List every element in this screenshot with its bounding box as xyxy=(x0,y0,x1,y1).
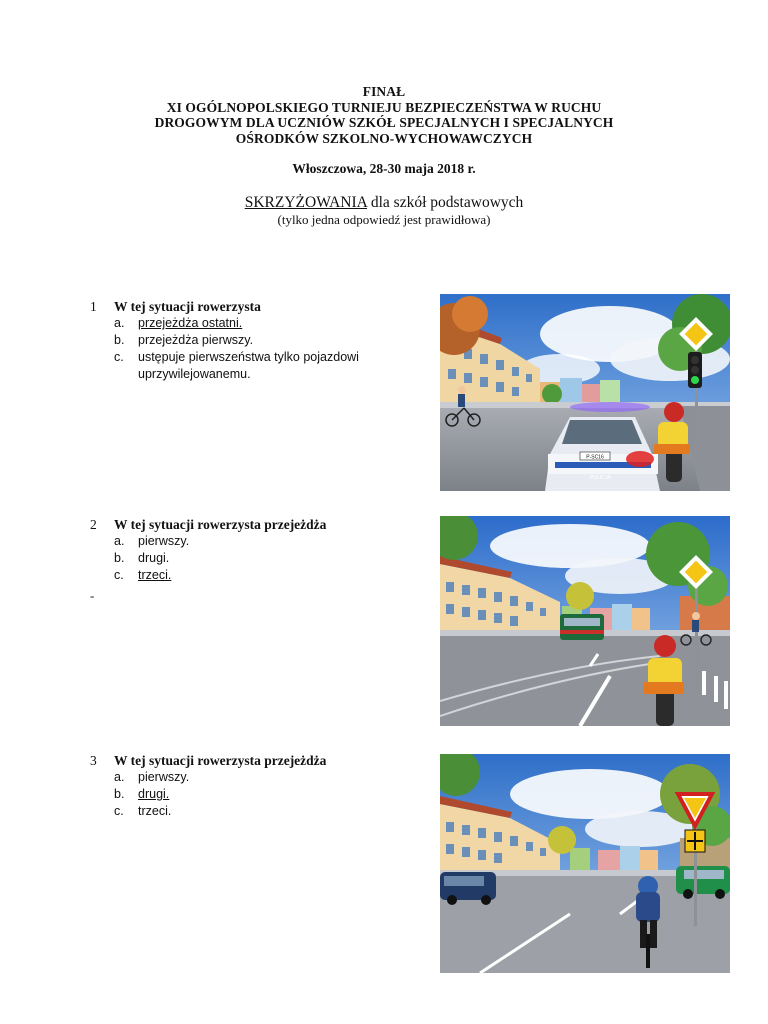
header-line-final: FINAŁ xyxy=(362,84,406,99)
option-letter: b. xyxy=(114,333,125,347)
answer-list xyxy=(90,533,420,584)
option-letter: a. xyxy=(114,316,125,330)
answer-option-a[interactable] xyxy=(114,533,420,550)
header-line-tournament: XI OGÓLNOPOLSKIEGO TURNIEJU BEZPIECZEŃSTWA W RUCHU xyxy=(166,99,602,115)
scene-image-3 xyxy=(440,754,730,973)
tram xyxy=(560,614,604,640)
question-number: 2 xyxy=(90,517,97,532)
option-text: pierwszy. xyxy=(138,534,190,548)
option-text: drugi. xyxy=(138,787,170,801)
intersection-illustration-2 xyxy=(440,516,730,726)
answer-list xyxy=(90,769,420,820)
question-text: W tej sytuacji rowerzysta przejeżdża xyxy=(114,753,327,768)
answer-option-b[interactable] xyxy=(114,332,420,349)
option-letter: c. xyxy=(114,568,124,582)
topic-underlined: SKRZYŻOWANIA xyxy=(244,194,367,211)
scene-image-2 xyxy=(440,516,730,726)
instruction-note: (tylko jedna odpowiedź jest prawidłowa) xyxy=(277,212,491,227)
option-text: pierwszy. xyxy=(138,770,190,784)
intersection-illustration-1 xyxy=(440,294,730,491)
question-text: W tej sytuacji rowerzysta przejeżdża xyxy=(114,517,327,532)
option-text: przejeżdża pierwszy. xyxy=(138,333,254,347)
answer-option-b[interactable] xyxy=(114,550,420,567)
answer-option-a[interactable] xyxy=(114,769,420,786)
topic-title xyxy=(0,194,768,212)
header-line-traffic: DROGOWYM DLA UCZNIÓW SZKÓŁ SPECJALNYCH I SPECJALNYCH xyxy=(154,115,614,130)
answer-option-a[interactable] xyxy=(114,315,420,332)
license-plate: P-SC16 xyxy=(586,454,604,461)
question-number: 3 xyxy=(90,753,97,768)
question-number: 1 xyxy=(90,299,97,314)
question-1 xyxy=(90,299,420,383)
header-line-centers: OŚRODKÓW SZKOLNO-WYCHOWAWCZYCH xyxy=(235,130,533,146)
option-letter: a. xyxy=(114,770,125,784)
option-text: ustępuje pierwszeństwa tylko pojazdowi uprzywilejowanemu. xyxy=(138,350,359,381)
option-text: drugi. xyxy=(138,551,170,565)
answer-option-c[interactable] xyxy=(114,567,420,584)
option-letter: b. xyxy=(114,787,125,801)
police-label: POLICJA xyxy=(589,475,611,481)
answer-list xyxy=(90,315,420,383)
question-3 xyxy=(90,753,420,820)
stray-dash: - xyxy=(90,588,95,603)
answer-option-c[interactable] xyxy=(114,803,420,820)
option-text: trzeci. xyxy=(138,804,172,818)
option-letter: c. xyxy=(114,350,124,364)
option-letter: b. xyxy=(114,551,125,565)
option-text: przejeżdża ostatni. xyxy=(138,316,243,330)
question-2 xyxy=(90,517,420,584)
question-text: W tej sytuacji rowerzysta xyxy=(114,299,261,314)
intersection-illustration-3 xyxy=(440,754,730,973)
option-text: trzeci. xyxy=(138,568,172,582)
option-letter: c. xyxy=(114,804,124,818)
place-date: Włoszczowa, 28-30 maja 2018 r. xyxy=(292,161,476,176)
document-header xyxy=(0,84,768,227)
answer-option-b[interactable] xyxy=(114,786,420,803)
topic-rest: dla szkół podstawowych xyxy=(367,194,524,211)
option-letter: a. xyxy=(114,534,125,548)
scene-image-1 xyxy=(440,294,730,491)
answer-option-c[interactable] xyxy=(114,349,420,383)
